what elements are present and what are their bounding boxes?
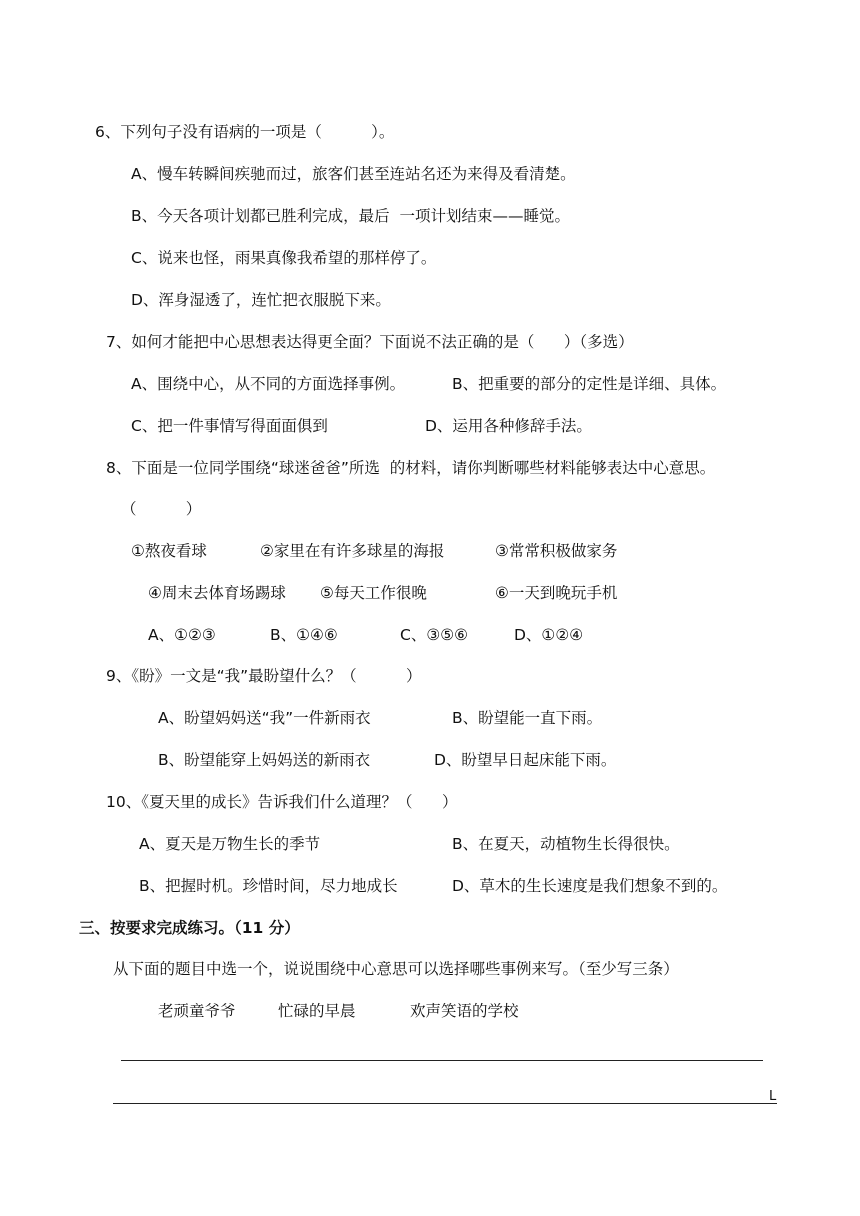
q10-option-a: A、夏天是万物生长的季节	[139, 835, 321, 853]
q8-material-1: ①熬夜看球	[131, 542, 207, 560]
q8-option-a: A、①②③	[148, 626, 216, 644]
section-3-instruction: 从下面的题目中选一个，说说围绕中心意思可以选择哪些事例来写。（至少写三条）	[113, 960, 679, 978]
topic-option-3: 欢声笑语的学校	[410, 1002, 519, 1020]
q7-option-d: D、运用各种修辞手法。	[425, 417, 592, 435]
q6-option-c: C、说来也怪，雨果真像我希望的那样停了。	[131, 249, 437, 267]
q6-option-b: B、今天各项计划都已胜利完成，最后 一项计划结束——睡觉。	[131, 207, 570, 225]
q9-option-c: B、盼望能穿上妈妈送的新雨衣	[158, 751, 371, 769]
q9-option-a: A、盼望妈妈送“我”一件新雨衣	[158, 709, 371, 727]
q8-material-3: ③常常积极做家务	[495, 542, 618, 560]
q10-option-c: B、把握时机。珍惜时间，尽力地成长	[139, 877, 398, 895]
q7-option-a: A、围绕中心，从不同的方面选择事例。	[131, 375, 406, 393]
section-3-heading: 三、按要求完成练习。（11 分）	[79, 919, 300, 937]
q10-title: 10、《夏天里的成长》告诉我们什么道理？（ ）	[106, 793, 458, 811]
q7-option-b: B、把重要的部分的定性是详细、具体。	[452, 375, 727, 393]
q10-option-b: B、在夏天，动植物生长得很快。	[452, 835, 680, 853]
q8-material-2: ②家里在有许多球星的海报	[260, 542, 445, 560]
q6-title: 6、下列句子没有语病的一项是（ ）。	[95, 123, 395, 141]
q6-option-a: A、慢车转瞬间疾驰而过，旅客们甚至连站名还为来得及看清楚。	[131, 165, 576, 183]
q10-option-d: D、草木的生长速度是我们想象不到的。	[452, 877, 728, 895]
answer-line-1	[121, 1060, 763, 1061]
q8-material-4: ④周末去体育场踢球	[148, 584, 286, 602]
q8-option-c: C、③⑤⑥	[400, 626, 469, 644]
q9-option-b: B、盼望能一直下雨。	[452, 709, 603, 727]
q8-title: 8、下面是一位同学围绕“球迷爸爸”所选 的材料，请你判断哪些材料能够表达中心意思。	[106, 459, 716, 477]
q9-title: 9、《盼》一文是“我”最盼望什么？（ ）	[106, 667, 422, 685]
topic-option-2: 忙碌的早晨	[278, 1002, 356, 1020]
q8-option-d: D、①②④	[514, 626, 584, 644]
q6-option-d: D、浑身湿透了，连忙把衣服脱下来。	[131, 291, 391, 309]
q8-option-b: B、①④⑥	[270, 626, 338, 644]
q8-material-6: ⑥一天到晚玩手机	[495, 584, 618, 602]
topic-option-1: 老顽童爷爷	[158, 1002, 236, 1020]
q8-answer-blank: （ ）	[121, 500, 202, 518]
q9-option-d: D、盼望早日起床能下雨。	[434, 751, 617, 769]
q7-option-c: C、把一件事情写得面面俱到	[131, 417, 328, 435]
answer-line-2	[113, 1103, 777, 1104]
q7-title: 7、如何才能把中心思想表达得更全面？下面说不法正确的是（ ）（多选）	[106, 333, 634, 351]
corner-mark: L	[769, 1089, 777, 1104]
q8-material-5: ⑤每天工作很晚	[320, 584, 427, 602]
